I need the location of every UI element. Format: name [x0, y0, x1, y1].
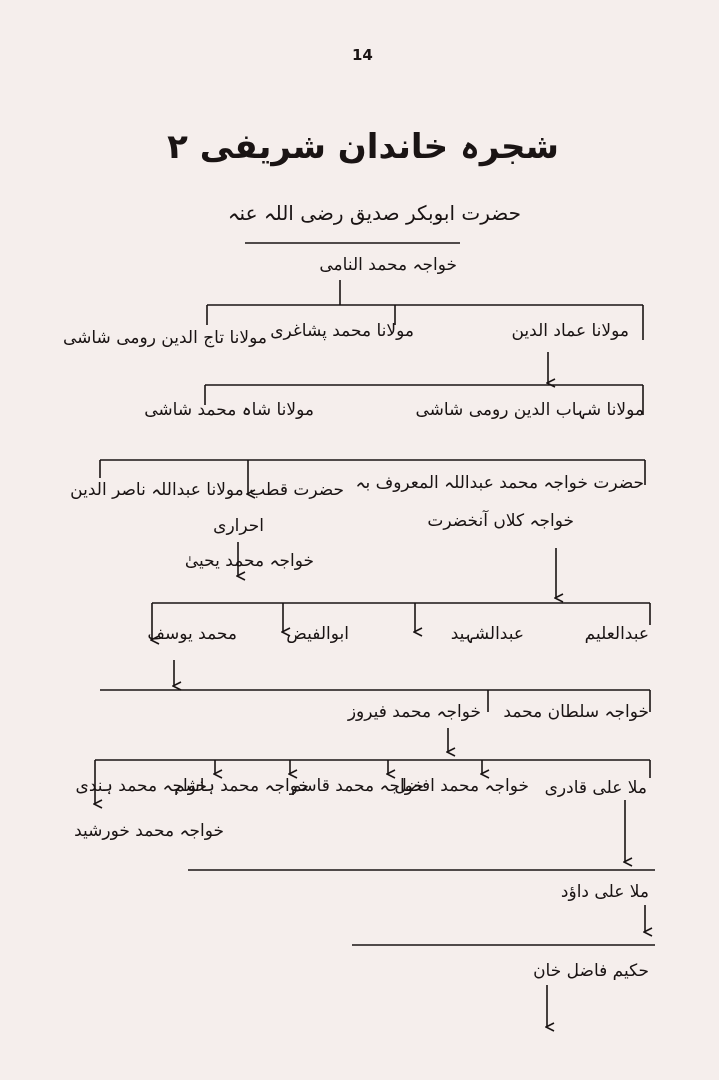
- gen7-name-5: خواجہ محمد ہندی: [75, 776, 207, 796]
- gen4-right-line1: حضرت خواجہ محمد عبداللہ المعروف بہ: [355, 473, 644, 493]
- gen5-name-2: عبدالشہید: [450, 624, 524, 644]
- gen7-name-1: ملا علی قادری: [544, 778, 647, 798]
- gen2-name-2: مولانا محمد پشاغری: [270, 321, 414, 341]
- gen7-name-4: خواجہ محمد ہاشم: [174, 776, 309, 796]
- gen2-name-1: مولانا عماد الدین: [511, 321, 629, 341]
- gen7-name-6: خواجہ محمد خورشید: [74, 821, 224, 841]
- page-title: شجرہ خاندان شریفی ۲: [167, 127, 559, 167]
- gen9-name: حکیم فاضل خان: [533, 961, 649, 981]
- gen6-name-1: خواجہ سلطان محمد: [503, 702, 649, 722]
- gen4-left-line2: احراری: [213, 516, 264, 536]
- gen5-name-3: ابوالفیض: [286, 624, 349, 644]
- page-number: 14: [352, 46, 373, 64]
- gen5-name-4: محمد یوسف: [147, 624, 237, 644]
- gen4-right-line2: خواجہ کلاں آنخضرت: [427, 511, 574, 531]
- gen5-name-1: عبدالعلیم: [584, 624, 649, 644]
- gen6-name-2: خواجہ محمد فیروز: [347, 702, 481, 722]
- gen8-name: ملا علی داؤد: [560, 882, 649, 902]
- gen3-name-1: مولانا شہاب الدین رومی شاشی: [415, 400, 644, 420]
- gen3-name-2: مولانا شاہ محمد شاشی: [144, 400, 314, 420]
- gen1-name: خواجہ محمد النامی: [319, 255, 457, 275]
- root-ancestor: حضرت ابوبکر صدیق رضی اللہ عنہ: [227, 201, 521, 225]
- gen4-left-child: خواجہ محمد یحییٰ: [184, 551, 314, 571]
- gen4-left-line1: حضرت قطب مولانا عبداللہ ناصر الدین: [70, 480, 344, 500]
- gen2-name-3: مولانا تاج الدین رومی شاشی: [62, 328, 267, 348]
- gen7-name-3: خواجہ محمد قاسم: [291, 776, 424, 796]
- gen7-name-2: خواجہ محمد افضل: [394, 776, 529, 796]
